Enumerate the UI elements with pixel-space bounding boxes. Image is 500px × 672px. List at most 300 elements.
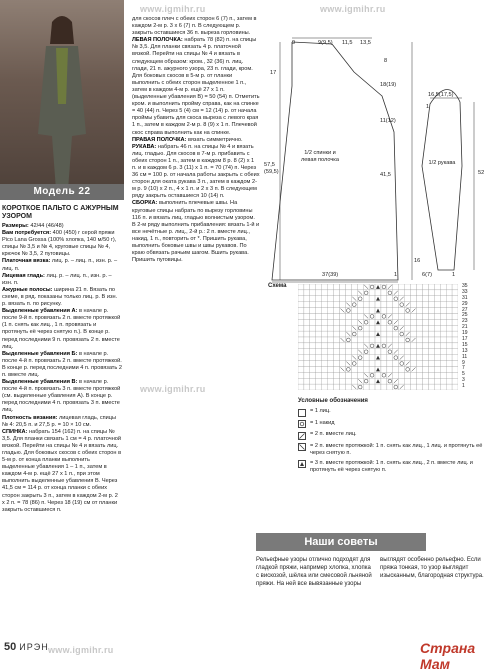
chart-cell — [351, 372, 357, 378]
chart-cell — [351, 378, 357, 384]
chart-cell — [393, 337, 399, 343]
chart-cell — [304, 355, 310, 361]
chart-cell — [334, 331, 340, 337]
chart-cell — [452, 355, 458, 361]
dim-label: 41,5 — [380, 172, 391, 178]
chart-cell — [387, 331, 393, 337]
chart-cell — [328, 296, 334, 302]
chart-cell — [428, 349, 434, 355]
chart-cell — [399, 284, 405, 290]
chart-row-number: 11 — [462, 353, 468, 360]
chart-cell — [310, 343, 316, 349]
chart-cell — [422, 343, 428, 349]
chart-cell — [440, 325, 446, 331]
yarn-over-symbol-icon — [298, 420, 306, 428]
chart-cell — [316, 313, 322, 319]
chart-cell — [381, 378, 387, 384]
chart-cell — [440, 384, 446, 390]
chart-cell — [440, 366, 446, 372]
chart-cell — [339, 296, 345, 302]
ssk-symbol-icon — [298, 443, 306, 451]
chart-cell — [405, 378, 411, 384]
paragraph: Выделенные убавления Б: в начале р. после 4-й п. провязать 2 п. вместе протяжкой. В конце р. перед последними 4 п. провязать 2 п. вместе лиц. — [2, 350, 122, 378]
chart-cell — [357, 302, 363, 308]
chart-cell — [298, 355, 304, 361]
chart-cell — [434, 355, 440, 361]
chart-cell — [304, 290, 310, 296]
dim-label: 11,5 — [342, 40, 353, 46]
chart-cell — [351, 343, 357, 349]
sleeve-outline — [422, 89, 462, 270]
chart-cell — [428, 313, 434, 319]
dim-label: 57,5 (59,5) — [264, 162, 279, 176]
chart-cell — [393, 313, 399, 319]
chart-cell — [422, 325, 428, 331]
chart-cell — [411, 331, 417, 337]
chart-cell — [322, 355, 328, 361]
paragraph: Размеры: 42/44 (46/48) — [2, 223, 64, 229]
dim-label: 8 — [384, 58, 388, 64]
chart-cell — [316, 331, 322, 337]
chart-cell — [399, 313, 405, 319]
chart-cell — [357, 337, 363, 343]
chart-cell — [304, 319, 310, 325]
chart-cell — [440, 296, 446, 302]
chart-cell — [357, 313, 363, 319]
chart-cell — [417, 349, 423, 355]
chart-cell — [369, 290, 375, 296]
chart-cell — [452, 296, 458, 302]
watermark: www.igmihr.ru — [140, 4, 206, 14]
chart-cell — [298, 284, 304, 290]
chart-cell — [452, 343, 458, 349]
chart-cell — [351, 366, 357, 372]
chart-cell — [387, 296, 393, 302]
legend — [298, 408, 498, 477]
chart-cell — [422, 296, 428, 302]
chart-cell — [381, 319, 387, 325]
chart-cell — [328, 313, 334, 319]
chart-cell — [304, 384, 310, 390]
chart-cell — [363, 366, 369, 372]
chart-cell — [328, 361, 334, 367]
chart-cell — [363, 325, 369, 331]
chart-cell — [405, 290, 411, 296]
chart-cell — [422, 337, 428, 343]
chart-cell — [345, 372, 351, 378]
chart-cell — [334, 366, 340, 372]
chart-cell — [310, 319, 316, 325]
chart-cell — [375, 290, 381, 296]
chart-cell — [405, 349, 411, 355]
chart-cell — [304, 378, 310, 384]
paragraph: Выделенные убавления В: в начале р. после 4-й п. провязать 3 п. вместе протяжкой (см. выделенные убавления А). В конце р. перед последними 4 п. провязать 3 п. вместе лиц. — [2, 379, 121, 414]
dim-label: 16,5(17,5) — [428, 92, 454, 98]
chart-cell — [381, 337, 387, 343]
chart-cell — [316, 290, 322, 296]
chart-cell — [328, 337, 334, 343]
chart-cell — [434, 384, 440, 390]
chart-cell — [322, 361, 328, 367]
chart-cell — [304, 331, 310, 337]
chart-cell — [417, 302, 423, 308]
chart-cell — [310, 313, 316, 319]
chart-cell — [328, 319, 334, 325]
chart-cell — [357, 308, 363, 314]
chart-cell — [322, 384, 328, 390]
chart-cell — [304, 313, 310, 319]
dim-label: 1 — [452, 272, 456, 278]
chart-cell — [428, 319, 434, 325]
chart-cell — [399, 319, 405, 325]
chart-cell — [387, 325, 393, 331]
chart-cell — [363, 331, 369, 337]
chart-cell — [304, 349, 310, 355]
chart-cell — [304, 302, 310, 308]
chart-cell — [375, 349, 381, 355]
legend-item: = 1 накид — [298, 420, 498, 429]
chart-cell — [339, 290, 345, 296]
chart-cell — [345, 378, 351, 384]
chart-cell — [405, 319, 411, 325]
chart-row-number: 15 — [462, 341, 468, 348]
chart-cell — [381, 355, 387, 361]
chart-cell — [381, 384, 387, 390]
chart-cell — [351, 337, 357, 343]
chart-cell — [422, 384, 428, 390]
chart-cell — [428, 331, 434, 337]
chart-cell — [452, 361, 458, 367]
chart-cell — [328, 343, 334, 349]
chart-cell — [452, 337, 458, 343]
chart-cell — [452, 366, 458, 372]
back-piece-label: 1/2 спинки и левая полочка — [301, 150, 339, 164]
chart-cell — [322, 366, 328, 372]
chart-cell — [339, 349, 345, 355]
chart-cell — [417, 290, 423, 296]
dim-label: 1 — [426, 104, 430, 110]
chart-cell — [405, 313, 411, 319]
chart-cell — [310, 331, 316, 337]
chart-cell — [345, 319, 351, 325]
dim-label: 13,5 — [360, 40, 371, 46]
chart-cell — [422, 349, 428, 355]
chart-cell — [369, 325, 375, 331]
chart-cell — [298, 319, 304, 325]
chart-cell — [298, 313, 304, 319]
chart-cell — [310, 308, 316, 314]
chart-cell — [375, 313, 381, 319]
chart-cell — [345, 290, 351, 296]
chart-cell — [446, 308, 452, 314]
chart-cell — [393, 331, 399, 337]
chart-cell — [316, 355, 322, 361]
chart-cell — [452, 349, 458, 355]
chart-cell — [345, 296, 351, 302]
chart-cell — [434, 378, 440, 384]
chart-cell — [440, 308, 446, 314]
chart-cell — [316, 378, 322, 384]
chart-cell — [369, 308, 375, 314]
chart-cell — [316, 337, 322, 343]
chart-cell — [452, 308, 458, 314]
model-silhouette — [34, 14, 90, 192]
chart-cell — [428, 355, 434, 361]
chart-cell — [381, 296, 387, 302]
chart-cell — [351, 349, 357, 355]
chart-cell — [375, 361, 381, 367]
chart-cell — [298, 331, 304, 337]
chart-cell — [328, 284, 334, 290]
chart-cell — [351, 284, 357, 290]
chart-cell — [428, 361, 434, 367]
chart-cell — [393, 361, 399, 367]
chart-cell — [310, 349, 316, 355]
magazine-name: ИРЭН — [19, 642, 49, 652]
chart-cell — [440, 302, 446, 308]
chart-cell — [417, 378, 423, 384]
chart-cell — [334, 290, 340, 296]
chart-cell — [310, 384, 316, 390]
knit-symbol-icon — [298, 409, 306, 417]
chart-cell — [328, 325, 334, 331]
chart-cell — [304, 372, 310, 378]
chart-cell — [381, 366, 387, 372]
dim-label: 16 — [414, 258, 421, 264]
chart-cell — [310, 361, 316, 367]
chart-cell — [428, 325, 434, 331]
chart-cell — [393, 284, 399, 290]
dim-label: 18(19) — [380, 82, 397, 88]
chart-cell — [369, 331, 375, 337]
chart-cell — [351, 313, 357, 319]
chart-cell — [434, 319, 440, 325]
chart-cell — [381, 290, 387, 296]
chart-cell — [434, 290, 440, 296]
paragraph: Платочная вязка: лиц. р. – лиц. п., изн. р. – лиц. п. — [2, 258, 118, 272]
chart-cell — [428, 302, 434, 308]
chart-cell — [316, 366, 322, 372]
chart-cell — [411, 319, 417, 325]
chart-row-number: 31 — [462, 294, 468, 301]
chart-cell — [345, 284, 351, 290]
chart-cell — [411, 378, 417, 384]
chart-cell — [322, 296, 328, 302]
chart-cell — [422, 355, 428, 361]
chart-cell — [334, 384, 340, 390]
chart-cell — [422, 372, 428, 378]
chart-row-number: 9 — [462, 359, 465, 366]
chart-cell — [422, 302, 428, 308]
scheme-title: Схема — [268, 283, 287, 289]
chart-cell — [351, 290, 357, 296]
chart-cell — [405, 284, 411, 290]
chart-cell — [310, 337, 316, 343]
chart-row-number: 29 — [462, 300, 468, 307]
chart-cell — [399, 372, 405, 378]
chart-cell — [434, 372, 440, 378]
stitch-chart-grid — [298, 284, 458, 390]
chart-cell — [304, 308, 310, 314]
chart-cell — [422, 284, 428, 290]
chart-cell — [298, 349, 304, 355]
chart-cell — [304, 366, 310, 372]
chart-cell — [357, 366, 363, 372]
legend-item: = 3 п. вместе протяжкой: 1 п. снять как лиц., 2 п. вместе лиц. и протянуть её через снятую п. — [298, 460, 498, 474]
chart-cell — [328, 290, 334, 296]
chart-cell — [417, 308, 423, 314]
chart-cell — [322, 284, 328, 290]
chart-cell — [434, 302, 440, 308]
site-stamp: Страна Мам — [420, 640, 476, 672]
chart-cell — [316, 284, 322, 290]
chart-cell — [328, 366, 334, 372]
chart-cell — [440, 313, 446, 319]
dim-label: 6(7) — [422, 272, 432, 278]
chart-cell — [399, 343, 405, 349]
chart-cell — [417, 313, 423, 319]
chart-cell — [339, 313, 345, 319]
chart-cell — [334, 337, 340, 343]
chart-cell — [440, 290, 446, 296]
chart-cell — [428, 378, 434, 384]
chart-row-number: 25 — [462, 312, 468, 319]
chart-cell — [369, 296, 375, 302]
chart-cell — [387, 361, 393, 367]
tips-header: Наши советы — [256, 533, 426, 551]
chart-cell — [369, 384, 375, 390]
chart-cell — [411, 372, 417, 378]
chart-cell — [316, 302, 322, 308]
chart-cell — [328, 384, 334, 390]
double-decrease-symbol-icon — [298, 460, 306, 468]
chart-cell — [369, 319, 375, 325]
chart-cell — [440, 319, 446, 325]
chart-cell — [428, 366, 434, 372]
paragraph: Вам потребуется: 400 (450) г серой пряжи Pico Lana Grossa (100% хлопка, 140 м/50 г), спицы № 3,5 и № 4, круговые спицы № 4, крючок № 3,5, 2 пуговицы. — [2, 230, 117, 258]
chart-cell — [345, 325, 351, 331]
chart-cell — [298, 343, 304, 349]
chart-cell — [387, 384, 393, 390]
chart-cell — [417, 319, 423, 325]
chart-cell — [316, 384, 322, 390]
chart-cell — [417, 325, 423, 331]
chart-cell — [304, 296, 310, 302]
chart-row-number: 17 — [462, 336, 468, 342]
paragraph: Плотность вязания: лицевая гладь, спицы № 4: 20,5 п. и 27,5 р. = 10 × 10 см. — [2, 414, 117, 428]
chart-cell — [446, 366, 452, 372]
chart-cell — [405, 355, 411, 361]
chart-cell — [334, 313, 340, 319]
chart-cell — [363, 361, 369, 367]
chart-cell — [452, 319, 458, 325]
chart-cell — [411, 284, 417, 290]
legend-item: = 2 п. вместе протяжкой: 1 п. снять как лиц., 1 лиц. и протянуть её через снятую п. — [298, 443, 498, 457]
chart-cell — [363, 355, 369, 361]
chart-cell — [369, 349, 375, 355]
chart-cell — [393, 302, 399, 308]
chart-cell — [357, 284, 363, 290]
chart-cell — [440, 343, 446, 349]
chart-cell — [322, 290, 328, 296]
chart-cell — [446, 319, 452, 325]
chart-cell — [334, 325, 340, 331]
chart-cell — [434, 361, 440, 367]
chart-cell — [434, 337, 440, 343]
chart-cell — [339, 319, 345, 325]
chart-cell — [363, 337, 369, 343]
chart-cell — [345, 349, 351, 355]
k2tog-symbol-icon — [298, 432, 306, 440]
chart-cell — [310, 378, 316, 384]
chart-cell — [328, 355, 334, 361]
chart-cell — [428, 384, 434, 390]
chart-cell — [334, 372, 340, 378]
chart-cell — [357, 343, 363, 349]
chart-cell — [316, 372, 322, 378]
chart-cell — [411, 290, 417, 296]
chart-cell — [440, 372, 446, 378]
paragraph: ПРАВАЯ ПОЛОЧКА: вязать симметрично. — [132, 136, 243, 143]
chart-cell — [440, 284, 446, 290]
chart-cell — [298, 361, 304, 367]
chart-cell — [452, 372, 458, 378]
chart-cell — [339, 302, 345, 308]
chart-cell — [328, 378, 334, 384]
chart-cell — [434, 331, 440, 337]
chart-cell — [422, 319, 428, 325]
chart-cell — [446, 331, 452, 337]
chart-cell — [422, 331, 428, 337]
chart-cell — [322, 302, 328, 308]
chart-cell — [298, 378, 304, 384]
chart-cell — [422, 361, 428, 367]
chart-row-number: 13 — [462, 347, 468, 354]
chart-cell — [452, 384, 458, 390]
paragraph: для скосов плеч с обеих сторон 6 (7) п., затем в каждом 2-м р. 3 х 6 (7) п. В следующем р. закрыть оставшиеся 36 п. выреза горловины. — [132, 16, 257, 37]
chart-cell — [328, 372, 334, 378]
dim-label: 17 — [270, 70, 277, 76]
sleeve-label: 1/2 рукава — [428, 160, 456, 166]
chart-cell — [334, 296, 340, 302]
chart-cell — [322, 325, 328, 331]
chart-cell — [405, 325, 411, 331]
chart-cell — [411, 349, 417, 355]
chart-cell — [387, 302, 393, 308]
chart-cell — [322, 337, 328, 343]
chart-cell — [381, 361, 387, 367]
chart-cell — [375, 337, 381, 343]
chart-cell — [304, 343, 310, 349]
chart-cell — [304, 337, 310, 343]
model-label: Модель 22 — [0, 184, 124, 200]
chart-cell — [428, 308, 434, 314]
chart-cell — [446, 355, 452, 361]
chart-cell — [322, 349, 328, 355]
chart-cell — [339, 343, 345, 349]
watermark: www.igmihr.ru — [320, 4, 386, 14]
chart-cell — [298, 308, 304, 314]
chart-cell — [411, 296, 417, 302]
chart-cell — [417, 366, 423, 372]
chart-cell — [369, 355, 375, 361]
chart-cell — [322, 372, 328, 378]
chart-cell — [399, 337, 405, 343]
chart-cell — [446, 384, 452, 390]
chart-cell — [434, 343, 440, 349]
chart-cell — [440, 355, 446, 361]
chart-cell — [405, 384, 411, 390]
